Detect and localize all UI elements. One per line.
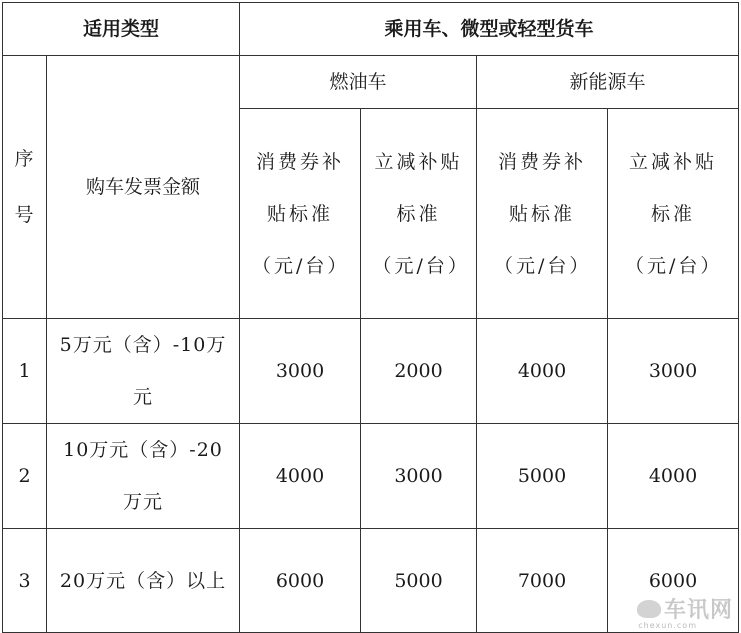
fuel-voucher-header (240, 109, 361, 319)
seq-header (3, 56, 47, 319)
nev-voucher-cell: 4000 (477, 319, 608, 424)
nev-instant-cell: 6000 (608, 529, 739, 633)
header-row-energy (3, 56, 739, 109)
nev-instant-header (608, 109, 739, 319)
vehicle-category-header: 乘用车、微型或轻型货车 (240, 3, 739, 56)
seq-cell: 2 (3, 424, 47, 529)
header-row-type (3, 3, 739, 56)
fuel-voucher-header-label: 消费券补贴标准（元/台） (252, 150, 350, 277)
seq-cell: 1 (3, 319, 47, 424)
fuel-instant-cell: 2000 (361, 319, 477, 424)
nev-voucher-header-label: 消费券补贴标准（元/台） (494, 150, 592, 277)
fuel-instant-header (361, 109, 477, 319)
subsidy-table (2, 2, 739, 633)
nev-instant-cell: 4000 (608, 424, 739, 529)
nev-voucher-header (477, 109, 608, 319)
watermark-logo-icon (637, 600, 661, 618)
amount-cell-label: 10万元（含）-20万元 (63, 439, 223, 513)
amount-header: 购车发票金额 (47, 56, 240, 319)
nev-instant-cell: 3000 (608, 319, 739, 424)
applicable-type-header: 适用类型 (3, 3, 240, 56)
amount-cell-label: 5万元（含）-10万元 (59, 334, 227, 408)
table-row (3, 529, 739, 633)
watermark-domain: chexun.com (638, 621, 697, 630)
fuel-voucher-cell: 6000 (240, 529, 361, 633)
amount-cell (47, 529, 240, 633)
nev-voucher-cell: 5000 (477, 424, 608, 529)
nev-instant-header-label: 立减补贴标准（元/台） (625, 150, 723, 277)
fuel-instant-header-label: 立减补贴标准（元/台） (372, 150, 470, 277)
watermark-text: 车讯网 (663, 598, 733, 623)
fuel-vehicle-header: 燃油车 (240, 56, 477, 109)
fuel-instant-cell: 5000 (361, 529, 477, 633)
table-row (3, 424, 739, 529)
amount-cell (47, 424, 240, 529)
seq-header-label: 序号 (14, 148, 37, 226)
fuel-voucher-cell: 4000 (240, 424, 361, 529)
nev-header: 新能源车 (477, 56, 739, 109)
amount-cell (47, 319, 240, 424)
table-row (3, 319, 739, 424)
amount-cell-label: 20万元（含）以上 (59, 569, 227, 592)
site-watermark (637, 593, 733, 630)
seq-cell: 3 (3, 529, 47, 633)
nev-voucher-cell: 7000 (477, 529, 608, 633)
fuel-instant-cell: 3000 (361, 424, 477, 529)
fuel-voucher-cell: 3000 (240, 319, 361, 424)
